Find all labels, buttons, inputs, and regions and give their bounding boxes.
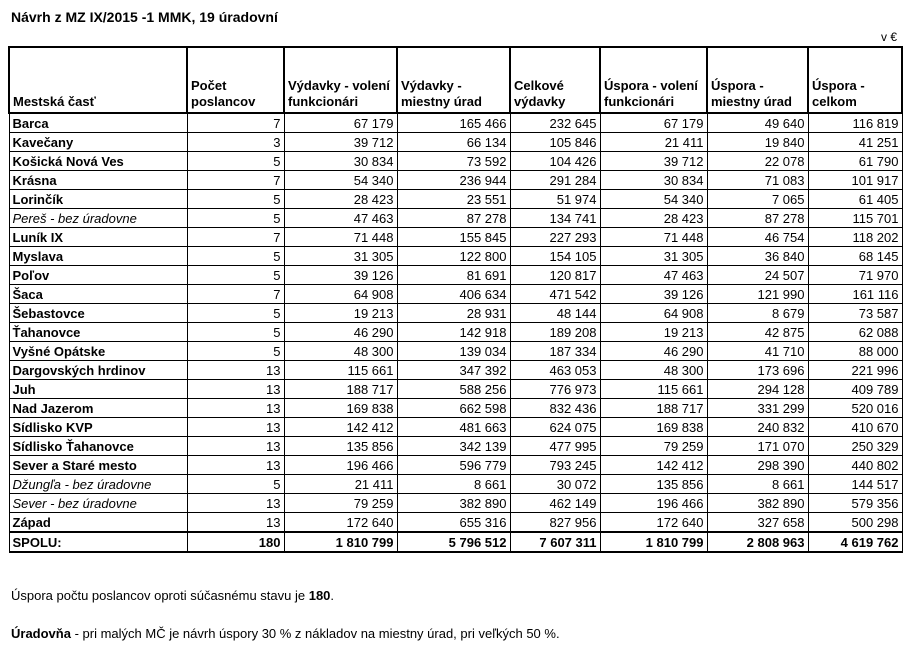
value-cell: 144 517 bbox=[808, 475, 902, 494]
value-cell: 8 679 bbox=[707, 304, 808, 323]
value-cell: 30 834 bbox=[600, 171, 707, 190]
value-cell: 28 423 bbox=[284, 190, 397, 209]
column-header: Mestská časť bbox=[9, 47, 187, 113]
value-cell: 406 634 bbox=[397, 285, 510, 304]
value-cell: 135 856 bbox=[284, 437, 397, 456]
value-cell: 115 701 bbox=[808, 209, 902, 228]
value-cell: 579 356 bbox=[808, 494, 902, 513]
column-header: Počet poslancov bbox=[187, 47, 284, 113]
table-row bbox=[9, 285, 902, 304]
value-cell: 71 448 bbox=[600, 228, 707, 247]
table-row bbox=[9, 380, 902, 399]
table-row bbox=[9, 456, 902, 475]
value-cell: 30 834 bbox=[284, 152, 397, 171]
value-cell: 3 bbox=[187, 133, 284, 152]
value-cell: 39 712 bbox=[600, 152, 707, 171]
value-cell: 7 bbox=[187, 113, 284, 133]
total-value-cell: 7 607 311 bbox=[510, 532, 600, 552]
value-cell: 7 bbox=[187, 171, 284, 190]
district-name-cell: Sever a Staré mesto bbox=[9, 456, 187, 475]
value-cell: 7 bbox=[187, 285, 284, 304]
value-cell: 101 917 bbox=[808, 171, 902, 190]
value-cell: 142 412 bbox=[284, 418, 397, 437]
column-header: Úspora - celkom bbox=[808, 47, 902, 113]
total-value-cell: 1 810 799 bbox=[284, 532, 397, 552]
table-row bbox=[9, 418, 902, 437]
value-cell: 250 329 bbox=[808, 437, 902, 456]
value-cell: 188 717 bbox=[284, 380, 397, 399]
table-row bbox=[9, 152, 902, 171]
value-cell: 134 741 bbox=[510, 209, 600, 228]
value-cell: 142 918 bbox=[397, 323, 510, 342]
value-cell: 624 075 bbox=[510, 418, 600, 437]
value-cell: 79 259 bbox=[600, 437, 707, 456]
table-row bbox=[9, 437, 902, 456]
page-title: Návrh z MZ IX/2015 -1 MMK, 19 úradovní bbox=[11, 9, 278, 25]
value-cell: 19 213 bbox=[284, 304, 397, 323]
table-row bbox=[9, 494, 902, 513]
value-cell: 71 970 bbox=[808, 266, 902, 285]
office-note-text: - pri malých MČ je návrh úspory 30 % z nákladov na miestny úrad, pri veľkých 50 %. bbox=[70, 626, 560, 641]
value-cell: 13 bbox=[187, 380, 284, 399]
value-cell: 189 208 bbox=[510, 323, 600, 342]
table-body bbox=[9, 113, 902, 552]
savings-note-end: . bbox=[330, 588, 335, 603]
value-cell: 105 846 bbox=[510, 133, 600, 152]
table-row bbox=[9, 113, 902, 133]
value-cell: 227 293 bbox=[510, 228, 600, 247]
table-row bbox=[9, 399, 902, 418]
value-cell: 793 245 bbox=[510, 456, 600, 475]
district-name-cell: Poľov bbox=[9, 266, 187, 285]
total-value-cell: 4 619 762 bbox=[808, 532, 902, 552]
value-cell: 13 bbox=[187, 456, 284, 475]
value-cell: 87 278 bbox=[397, 209, 510, 228]
value-cell: 46 754 bbox=[707, 228, 808, 247]
table-row bbox=[9, 247, 902, 266]
value-cell: 47 463 bbox=[600, 266, 707, 285]
value-cell: 47 463 bbox=[284, 209, 397, 228]
table-row bbox=[9, 513, 902, 533]
value-cell: 54 340 bbox=[600, 190, 707, 209]
table-row bbox=[9, 133, 902, 152]
value-cell: 172 640 bbox=[284, 513, 397, 533]
value-cell: 31 305 bbox=[600, 247, 707, 266]
value-cell: 68 145 bbox=[808, 247, 902, 266]
value-cell: 28 423 bbox=[600, 209, 707, 228]
value-cell: 291 284 bbox=[510, 171, 600, 190]
value-cell: 662 598 bbox=[397, 399, 510, 418]
currency-unit: v € bbox=[880, 30, 897, 44]
value-cell: 51 974 bbox=[510, 190, 600, 209]
value-cell: 331 299 bbox=[707, 399, 808, 418]
value-cell: 71 083 bbox=[707, 171, 808, 190]
value-cell: 5 bbox=[187, 323, 284, 342]
district-name-cell: Sever - bez úradovne bbox=[9, 494, 187, 513]
district-name-cell: Luník IX bbox=[9, 228, 187, 247]
value-cell: 135 856 bbox=[600, 475, 707, 494]
table-row bbox=[9, 171, 902, 190]
value-cell: 477 995 bbox=[510, 437, 600, 456]
district-name-cell: Barca bbox=[9, 113, 187, 133]
district-name-cell: Sídlisko Ťahanovce bbox=[9, 437, 187, 456]
value-cell: 221 996 bbox=[808, 361, 902, 380]
table-row bbox=[9, 475, 902, 494]
value-cell: 115 661 bbox=[600, 380, 707, 399]
value-cell: 42 875 bbox=[707, 323, 808, 342]
value-cell: 48 144 bbox=[510, 304, 600, 323]
value-cell: 169 838 bbox=[600, 418, 707, 437]
value-cell: 115 661 bbox=[284, 361, 397, 380]
office-note bbox=[11, 626, 560, 641]
table-row bbox=[9, 304, 902, 323]
table-row bbox=[9, 266, 902, 285]
value-cell: 81 691 bbox=[397, 266, 510, 285]
value-cell: 154 105 bbox=[510, 247, 600, 266]
value-cell: 171 070 bbox=[707, 437, 808, 456]
budget-table bbox=[8, 46, 903, 553]
value-cell: 165 466 bbox=[397, 113, 510, 133]
value-cell: 122 800 bbox=[397, 247, 510, 266]
value-cell: 409 789 bbox=[808, 380, 902, 399]
table-row bbox=[9, 190, 902, 209]
value-cell: 118 202 bbox=[808, 228, 902, 247]
column-header: Výdavky - volení funkcionári bbox=[284, 47, 397, 113]
value-cell: 39 126 bbox=[284, 266, 397, 285]
value-cell: 196 466 bbox=[600, 494, 707, 513]
value-cell: 21 411 bbox=[284, 475, 397, 494]
value-cell: 24 507 bbox=[707, 266, 808, 285]
value-cell: 73 592 bbox=[397, 152, 510, 171]
value-cell: 36 840 bbox=[707, 247, 808, 266]
value-cell: 21 411 bbox=[600, 133, 707, 152]
value-cell: 187 334 bbox=[510, 342, 600, 361]
table-row bbox=[9, 361, 902, 380]
district-name-cell: Dargovských hrdinov bbox=[9, 361, 187, 380]
savings-note-value: 180 bbox=[308, 588, 331, 603]
value-cell: 139 034 bbox=[397, 342, 510, 361]
value-cell: 64 908 bbox=[600, 304, 707, 323]
value-cell: 5 bbox=[187, 266, 284, 285]
value-cell: 5 bbox=[187, 209, 284, 228]
savings-note-text: Úspora počtu poslancov oproti súčasnému stavu je bbox=[11, 588, 309, 603]
value-cell: 8 661 bbox=[397, 475, 510, 494]
value-cell: 827 956 bbox=[510, 513, 600, 533]
value-cell: 173 696 bbox=[707, 361, 808, 380]
value-cell: 28 931 bbox=[397, 304, 510, 323]
value-cell: 104 426 bbox=[510, 152, 600, 171]
district-name-cell: Krásna bbox=[9, 171, 187, 190]
value-cell: 462 149 bbox=[510, 494, 600, 513]
value-cell: 116 819 bbox=[808, 113, 902, 133]
total-value-cell: 5 796 512 bbox=[397, 532, 510, 552]
value-cell: 13 bbox=[187, 361, 284, 380]
column-header: Úspora - miestny úrad bbox=[707, 47, 808, 113]
value-cell: 7 bbox=[187, 228, 284, 247]
table-row bbox=[9, 228, 902, 247]
value-cell: 196 466 bbox=[284, 456, 397, 475]
value-cell: 13 bbox=[187, 418, 284, 437]
value-cell: 13 bbox=[187, 399, 284, 418]
value-cell: 172 640 bbox=[600, 513, 707, 533]
value-cell: 655 316 bbox=[397, 513, 510, 533]
value-cell: 832 436 bbox=[510, 399, 600, 418]
district-name-cell: Košická Nová Ves bbox=[9, 152, 187, 171]
value-cell: 5 bbox=[187, 304, 284, 323]
total-row bbox=[9, 532, 902, 552]
total-value-cell: 2 808 963 bbox=[707, 532, 808, 552]
value-cell: 588 256 bbox=[397, 380, 510, 399]
savings-note bbox=[11, 588, 334, 603]
table-row bbox=[9, 342, 902, 361]
value-cell: 87 278 bbox=[707, 209, 808, 228]
value-cell: 46 290 bbox=[284, 323, 397, 342]
value-cell: 30 072 bbox=[510, 475, 600, 494]
value-cell: 232 645 bbox=[510, 113, 600, 133]
value-cell: 347 392 bbox=[397, 361, 510, 380]
value-cell: 240 832 bbox=[707, 418, 808, 437]
value-cell: 7 065 bbox=[707, 190, 808, 209]
value-cell: 13 bbox=[187, 437, 284, 456]
table-row bbox=[9, 323, 902, 342]
value-cell: 66 134 bbox=[397, 133, 510, 152]
value-cell: 120 817 bbox=[510, 266, 600, 285]
value-cell: 39 126 bbox=[600, 285, 707, 304]
value-cell: 48 300 bbox=[284, 342, 397, 361]
value-cell: 440 802 bbox=[808, 456, 902, 475]
value-cell: 5 bbox=[187, 475, 284, 494]
district-name-cell: Vyšné Opátske bbox=[9, 342, 187, 361]
value-cell: 481 663 bbox=[397, 418, 510, 437]
value-cell: 48 300 bbox=[600, 361, 707, 380]
value-cell: 298 390 bbox=[707, 456, 808, 475]
value-cell: 5 bbox=[187, 190, 284, 209]
value-cell: 520 016 bbox=[808, 399, 902, 418]
value-cell: 23 551 bbox=[397, 190, 510, 209]
value-cell: 41 251 bbox=[808, 133, 902, 152]
value-cell: 73 587 bbox=[808, 304, 902, 323]
column-header: Výdavky - miestny úrad bbox=[397, 47, 510, 113]
value-cell: 188 717 bbox=[600, 399, 707, 418]
value-cell: 382 890 bbox=[397, 494, 510, 513]
total-label-cell: SPOLU: bbox=[9, 532, 187, 552]
value-cell: 8 661 bbox=[707, 475, 808, 494]
total-value-cell: 1 810 799 bbox=[600, 532, 707, 552]
value-cell: 54 340 bbox=[284, 171, 397, 190]
value-cell: 49 640 bbox=[707, 113, 808, 133]
value-cell: 62 088 bbox=[808, 323, 902, 342]
value-cell: 327 658 bbox=[707, 513, 808, 533]
table-header-row bbox=[9, 47, 902, 113]
table-row bbox=[9, 209, 902, 228]
district-name-cell: Šebastovce bbox=[9, 304, 187, 323]
value-cell: 294 128 bbox=[707, 380, 808, 399]
value-cell: 161 116 bbox=[808, 285, 902, 304]
district-name-cell: Západ bbox=[9, 513, 187, 533]
district-name-cell: Nad Jazerom bbox=[9, 399, 187, 418]
column-header: Úspora - volení funkcionári bbox=[600, 47, 707, 113]
column-header: Celkové výdavky bbox=[510, 47, 600, 113]
value-cell: 596 779 bbox=[397, 456, 510, 475]
office-note-term: Úradovňa bbox=[11, 626, 71, 641]
value-cell: 13 bbox=[187, 513, 284, 533]
value-cell: 236 944 bbox=[397, 171, 510, 190]
value-cell: 142 412 bbox=[600, 456, 707, 475]
value-cell: 22 078 bbox=[707, 152, 808, 171]
value-cell: 31 305 bbox=[284, 247, 397, 266]
value-cell: 776 973 bbox=[510, 380, 600, 399]
value-cell: 67 179 bbox=[600, 113, 707, 133]
value-cell: 410 670 bbox=[808, 418, 902, 437]
district-name-cell: Myslava bbox=[9, 247, 187, 266]
value-cell: 19 213 bbox=[600, 323, 707, 342]
value-cell: 5 bbox=[187, 342, 284, 361]
value-cell: 64 908 bbox=[284, 285, 397, 304]
value-cell: 121 990 bbox=[707, 285, 808, 304]
value-cell: 471 542 bbox=[510, 285, 600, 304]
value-cell: 19 840 bbox=[707, 133, 808, 152]
value-cell: 61 405 bbox=[808, 190, 902, 209]
value-cell: 5 bbox=[187, 152, 284, 171]
district-name-cell: Kavečany bbox=[9, 133, 187, 152]
value-cell: 13 bbox=[187, 494, 284, 513]
value-cell: 155 845 bbox=[397, 228, 510, 247]
district-name-cell: Šaca bbox=[9, 285, 187, 304]
district-name-cell: Juh bbox=[9, 380, 187, 399]
district-name-cell: Lorinčík bbox=[9, 190, 187, 209]
value-cell: 169 838 bbox=[284, 399, 397, 418]
value-cell: 61 790 bbox=[808, 152, 902, 171]
value-cell: 342 139 bbox=[397, 437, 510, 456]
district-name-cell: Ťahanovce bbox=[9, 323, 187, 342]
value-cell: 463 053 bbox=[510, 361, 600, 380]
district-name-cell: Sídlisko KVP bbox=[9, 418, 187, 437]
district-name-cell: Džungľa - bez úradovne bbox=[9, 475, 187, 494]
value-cell: 71 448 bbox=[284, 228, 397, 247]
district-name-cell: Pereš - bez úradovne bbox=[9, 209, 187, 228]
value-cell: 41 710 bbox=[707, 342, 808, 361]
value-cell: 67 179 bbox=[284, 113, 397, 133]
value-cell: 39 712 bbox=[284, 133, 397, 152]
total-value-cell: 180 bbox=[187, 532, 284, 552]
value-cell: 46 290 bbox=[600, 342, 707, 361]
value-cell: 79 259 bbox=[284, 494, 397, 513]
value-cell: 5 bbox=[187, 247, 284, 266]
value-cell: 500 298 bbox=[808, 513, 902, 533]
value-cell: 382 890 bbox=[707, 494, 808, 513]
value-cell: 88 000 bbox=[808, 342, 902, 361]
